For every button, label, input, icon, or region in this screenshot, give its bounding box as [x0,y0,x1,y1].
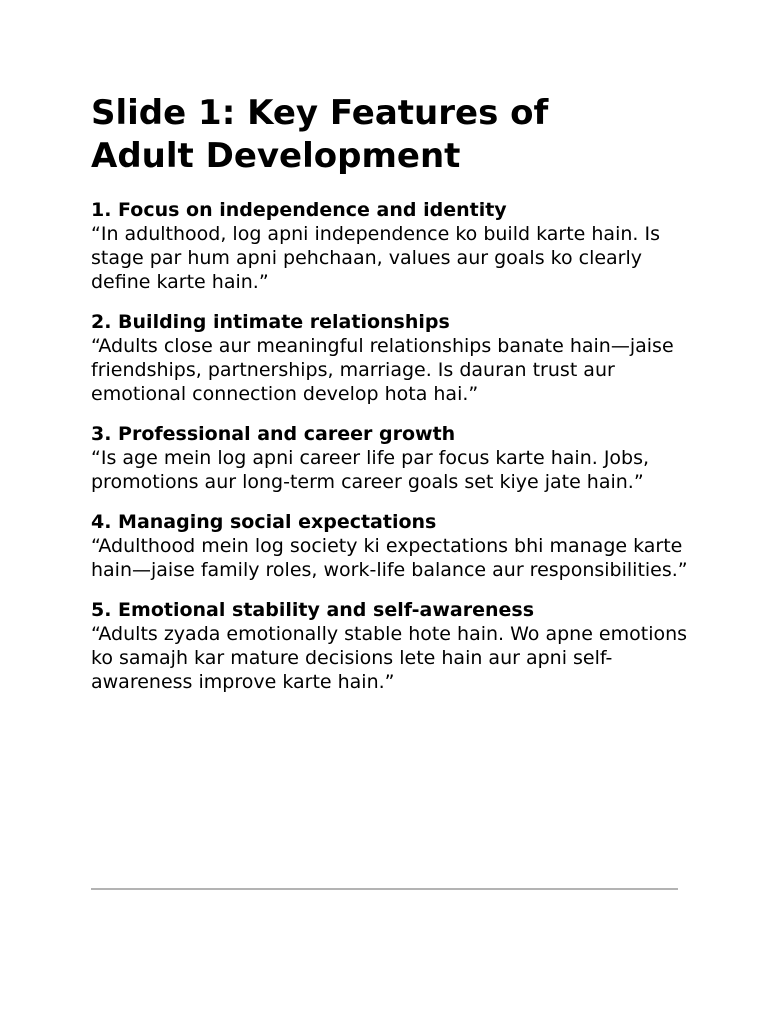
feature-section-2 [91,310,691,406]
horizontal-divider [91,888,678,890]
feature-description: “Adults zyada emotionally stable hote hain. Wo apne emotions ko samajh kar mature decisions lete hain aur apni self-awareness improve karte hain.” [91,623,688,693]
feature-section-5 [91,598,691,694]
feature-heading: 3. Professional and career growth [91,423,456,445]
slide-title-line-2: Adult Development [91,136,461,176]
slide-title-line-1: Slide 1: Key Features of [91,93,549,133]
feature-heading: 4. Managing social expectations [91,511,437,533]
feature-description: “Adulthood mein log society ki expectations bhi manage karte hain—jaise family roles, work-life balance aur responsibilities.” [91,535,688,581]
feature-section-1 [91,198,691,294]
feature-section-3 [91,422,691,494]
feature-heading: 2. Building intimate relationships [91,311,450,333]
feature-heading: 5. Emotional stability and self-awareness [91,599,535,621]
slide-title [91,92,691,178]
feature-description: “Is age mein log apni career life par focus karte hain. Jobs, promotions aur long-term career goals set kiye jate hain.” [91,447,650,493]
feature-section-4 [91,510,691,582]
feature-heading: 1. Focus on independence and identity [91,199,507,221]
document-page [91,92,691,710]
feature-description: “In adulthood, log apni independence ko build karte hain. Is stage par hum apni pehchaan, values aur goals ko clearly define karte hain.” [91,223,660,293]
feature-description: “Adults close aur meaningful relationships banate hain—jaise friendships, partnerships, marriage. Is dauran trust aur emotional connection develop hota hai.” [91,335,674,405]
